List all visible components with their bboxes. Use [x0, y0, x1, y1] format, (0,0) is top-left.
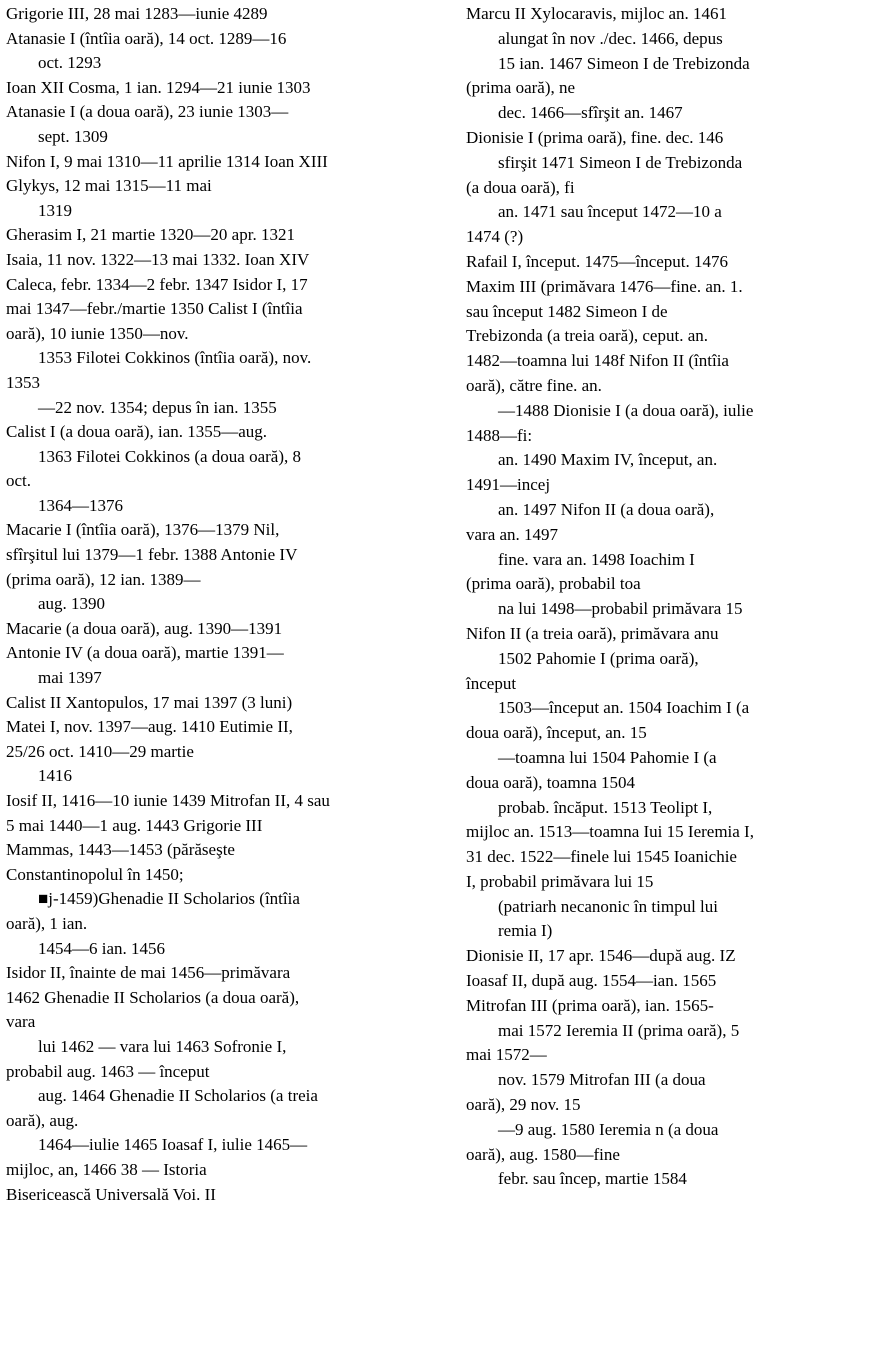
right-column-line: Ioasaf II, după aug. 1554—ian. 1565 — [466, 971, 717, 991]
left-column-line: Antonie IV (a doua oară), martie 1391— — [6, 643, 284, 663]
left-column-line: sfîrşitul lui 1379—1 febr. 1388 Antonie IV — [6, 545, 298, 565]
left-column-line: 1454—6 ian. 1456 — [38, 938, 166, 958]
left-column-line: probabil aug. 1463 — început — [6, 1061, 210, 1081]
left-column-line: 25/26 oct. 1410—29 martie — [6, 741, 194, 761]
left-column-line: Isidor II, înainte de mai 1456—primăvara — [6, 963, 291, 983]
left-column-line: mai 1397 — [38, 668, 102, 688]
right-column-line: fine. vara an. 1498 Ioachim I — [498, 549, 695, 569]
left-column-line: aug. 1464 Ghenadie II Scholarios (a treia — [38, 1086, 318, 1106]
left-column-line: Atanasie I (a doua oară), 23 iunie 1303— — [6, 102, 289, 122]
right-column-line: remia I) — [498, 921, 553, 941]
left-column-line: oară), 1 ian. — [6, 913, 88, 933]
right-column-line: Trebizonda (a treia oară), ceput. an. — [466, 326, 708, 346]
right-column-line: (prima oară), ne — [466, 78, 576, 98]
right-column-line: febr. sau încep, martie 1584 — [498, 1169, 687, 1189]
left-column-line: —22 nov. 1354; depus în ian. 1355 — [38, 397, 277, 417]
right-column-line: Maxim III (primăvara 1476—fine. an. 1. — [466, 276, 743, 296]
left-column-line: Grigorie III, 28 mai 1283—iunie 4289 — [6, 4, 268, 23]
left-column-line: oară), 10 iunie 1350—nov. — [6, 323, 189, 343]
right-column-line: început — [466, 673, 517, 693]
right-column-line: sau început 1482 Simeon I de — [466, 301, 668, 321]
right-column-line: probab. încăput. 1513 Teolipt I, — [498, 797, 713, 817]
left-column-line: Gherasim I, 21 martie 1320—20 apr. 1321 — [6, 225, 295, 245]
right-column-line: nov. 1579 Mitrofan III (a doua — [498, 1070, 706, 1090]
right-column-line: doua oară), început, an. 15 — [466, 723, 647, 743]
right-column-line: mijloc an. 1513—toamna Iui 15 Ieremia I, — [466, 822, 754, 842]
left-column-line: ■j-1459)Ghenadie II Scholarios (întîia — [38, 889, 300, 909]
left-column-line: Constantinopolul în 1450; — [6, 864, 184, 884]
left-column-line: 1462 Ghenadie II Scholarios (a doua oară), — [6, 987, 300, 1007]
left-column-line: 1464—iulie 1465 Ioasaf I, iulie 1465— — [38, 1135, 308, 1155]
right-column-line: Dionisie I (prima oară), fine. dec. 146 — [466, 127, 724, 147]
right-column-line: mai 1572— — [466, 1045, 547, 1065]
right-column-line: —1488 Dionisie I (a doua oară), iulie — [498, 400, 754, 420]
left-column-line: 1319 — [38, 200, 72, 220]
left-column-line: aug. 1390 — [38, 594, 106, 614]
left-column-line: 1363 Filotei Cokkinos (a doua oară), 8 — [38, 446, 301, 466]
right-column-line: alungat în nov ./dec. 1466, depus — [498, 28, 723, 48]
right-column-line: mai 1572 Ieremia II (prima oară), 5 — [498, 1020, 740, 1040]
left-column-line: Mammas, 1443—1453 (părăseşte — [6, 840, 235, 860]
left-column-line: vara — [6, 1012, 36, 1032]
right-column-line: 1474 (?) — [466, 227, 524, 247]
left-column-line: mai 1347—febr./martie 1350 Calist I (întîia — [6, 299, 303, 319]
left-column-line: Matei I, nov. 1397—aug. 1410 Eutimie II, — [6, 717, 293, 737]
left-column-line: Iosif II, 1416—10 iunie 1439 Mitrofan II, 4 sau — [6, 791, 330, 810]
right-column-line: an. 1497 Nifon II (a doua oară), — [498, 499, 715, 519]
right-column-line: oară), aug. 1580—fine — [466, 1144, 620, 1164]
left-column-line: (prima oară), 12 ian. 1389— — [6, 569, 201, 589]
right-column-line: —9 aug. 1580 Ieremia n (a doua — [498, 1119, 719, 1139]
left-column-line: Calist I (a doua oară), ian. 1355—aug. — [6, 422, 268, 442]
left-column-line: Caleca, febr. 1334—2 febr. 1347 Isidor I, 17 — [6, 274, 308, 294]
left-column-line: 5 mai 1440—1 aug. 1443 Grigorie III — [6, 815, 263, 835]
right-column-line: 1502 Pahomie I (prima oară), — [498, 648, 699, 668]
right-column-line: 1488—fi: — [466, 425, 533, 445]
right-column-line: Marcu II Xylocaravis, mijloc an. 1461 — [466, 4, 728, 23]
right-column-line: na lui 1498—probabil primăvara 15 — [498, 599, 743, 619]
right-column-line: Dionisie II, 17 apr. 1546—după aug. IZ — [466, 946, 736, 966]
right-column-line: Mitrofan III (prima oară), ian. 1565- — [466, 995, 714, 1015]
right-column-line: doua oară), toamna 1504 — [466, 772, 635, 792]
left-column-line: Macarie (a doua oară), aug. 1390—1391 — [6, 618, 283, 638]
left-column-line: Macarie I (întîia oară), 1376—1379 Nil, — [6, 520, 280, 540]
left-column-line: Bisericească Universală Voi. II — [6, 1184, 216, 1204]
left-column-line: oară), aug. — [6, 1110, 79, 1130]
right-column-line: 1491—incej — [466, 475, 551, 495]
left-column-line: 1353 — [6, 372, 40, 392]
right-column-line: oară), 29 nov. 15 — [466, 1095, 581, 1115]
left-column-line: Ioan XII Cosma, 1 ian. 1294—21 iunie 1303 — [6, 77, 311, 97]
right-column-line: sfirşit 1471 Simeon I de Trebizonda — [498, 152, 743, 172]
left-column-line: sept. 1309 — [38, 126, 108, 146]
right-text-column — [466, 2, 884, 1192]
left-column-line: oct. — [6, 471, 32, 491]
right-column-line: Rafail I, început. 1475—început. 1476 — [466, 251, 729, 271]
left-column-line: mijloc, an, 1466 38 — Istoria — [6, 1159, 207, 1179]
right-column-line: I, probabil primăvara lui 15 — [466, 871, 654, 891]
left-column-line: 1353 Filotei Cokkinos (întîia oară), nov. — [38, 348, 312, 368]
left-column-line: Nifon I, 9 mai 1310—11 aprilie 1314 Ioan XIII — [6, 151, 328, 171]
right-column-line: vara an. 1497 — [466, 524, 559, 544]
right-column-line: an. 1490 Maxim IV, început, an. — [498, 450, 718, 470]
left-column-line: Calist II Xantopulos, 17 mai 1397 (3 luni) — [6, 692, 293, 712]
right-column-line: oară), către fine. an. — [466, 375, 602, 395]
right-column-line: —toamna lui 1504 Pahomie I (a — [498, 747, 717, 767]
left-column-line: oct. 1293 — [38, 53, 102, 73]
right-column-line: Nifon II (a treia oară), primăvara anu — [466, 623, 719, 643]
right-column-line: (patriarh necanonic în timpul lui — [498, 896, 718, 916]
right-column-line: 1503—început an. 1504 Ioachim I (a — [498, 698, 750, 718]
right-column-line: 1482—toamna lui 148f Nifon II (întîia — [466, 351, 729, 371]
left-text-column — [6, 2, 446, 1207]
right-column-line: (prima oară), probabil toa — [466, 574, 641, 594]
left-column-line: Isaia, 11 nov. 1322—13 mai 1332. Ioan XIV — [6, 249, 310, 269]
left-column-line: Atanasie I (întîia oară), 14 oct. 1289—16 — [6, 28, 287, 48]
left-column-line: Glykys, 12 mai 1315—11 mai — [6, 176, 212, 196]
right-column-line: (a doua oară), fi — [466, 177, 575, 197]
right-column-line: dec. 1466—sfîrşit an. 1467 — [498, 103, 683, 123]
left-column-line: 1416 — [38, 766, 72, 786]
right-column-line: 15 ian. 1467 Simeon I de Trebizonda — [498, 53, 750, 73]
left-column-line: 1364—1376 — [38, 495, 123, 515]
left-column-line: lui 1462 — vara lui 1463 Sofronie I, — [38, 1036, 287, 1056]
right-column-line: an. 1471 sau început 1472—10 a — [498, 202, 722, 222]
right-column-line: 31 dec. 1522—finele lui 1545 Ioanichie — [466, 847, 737, 867]
